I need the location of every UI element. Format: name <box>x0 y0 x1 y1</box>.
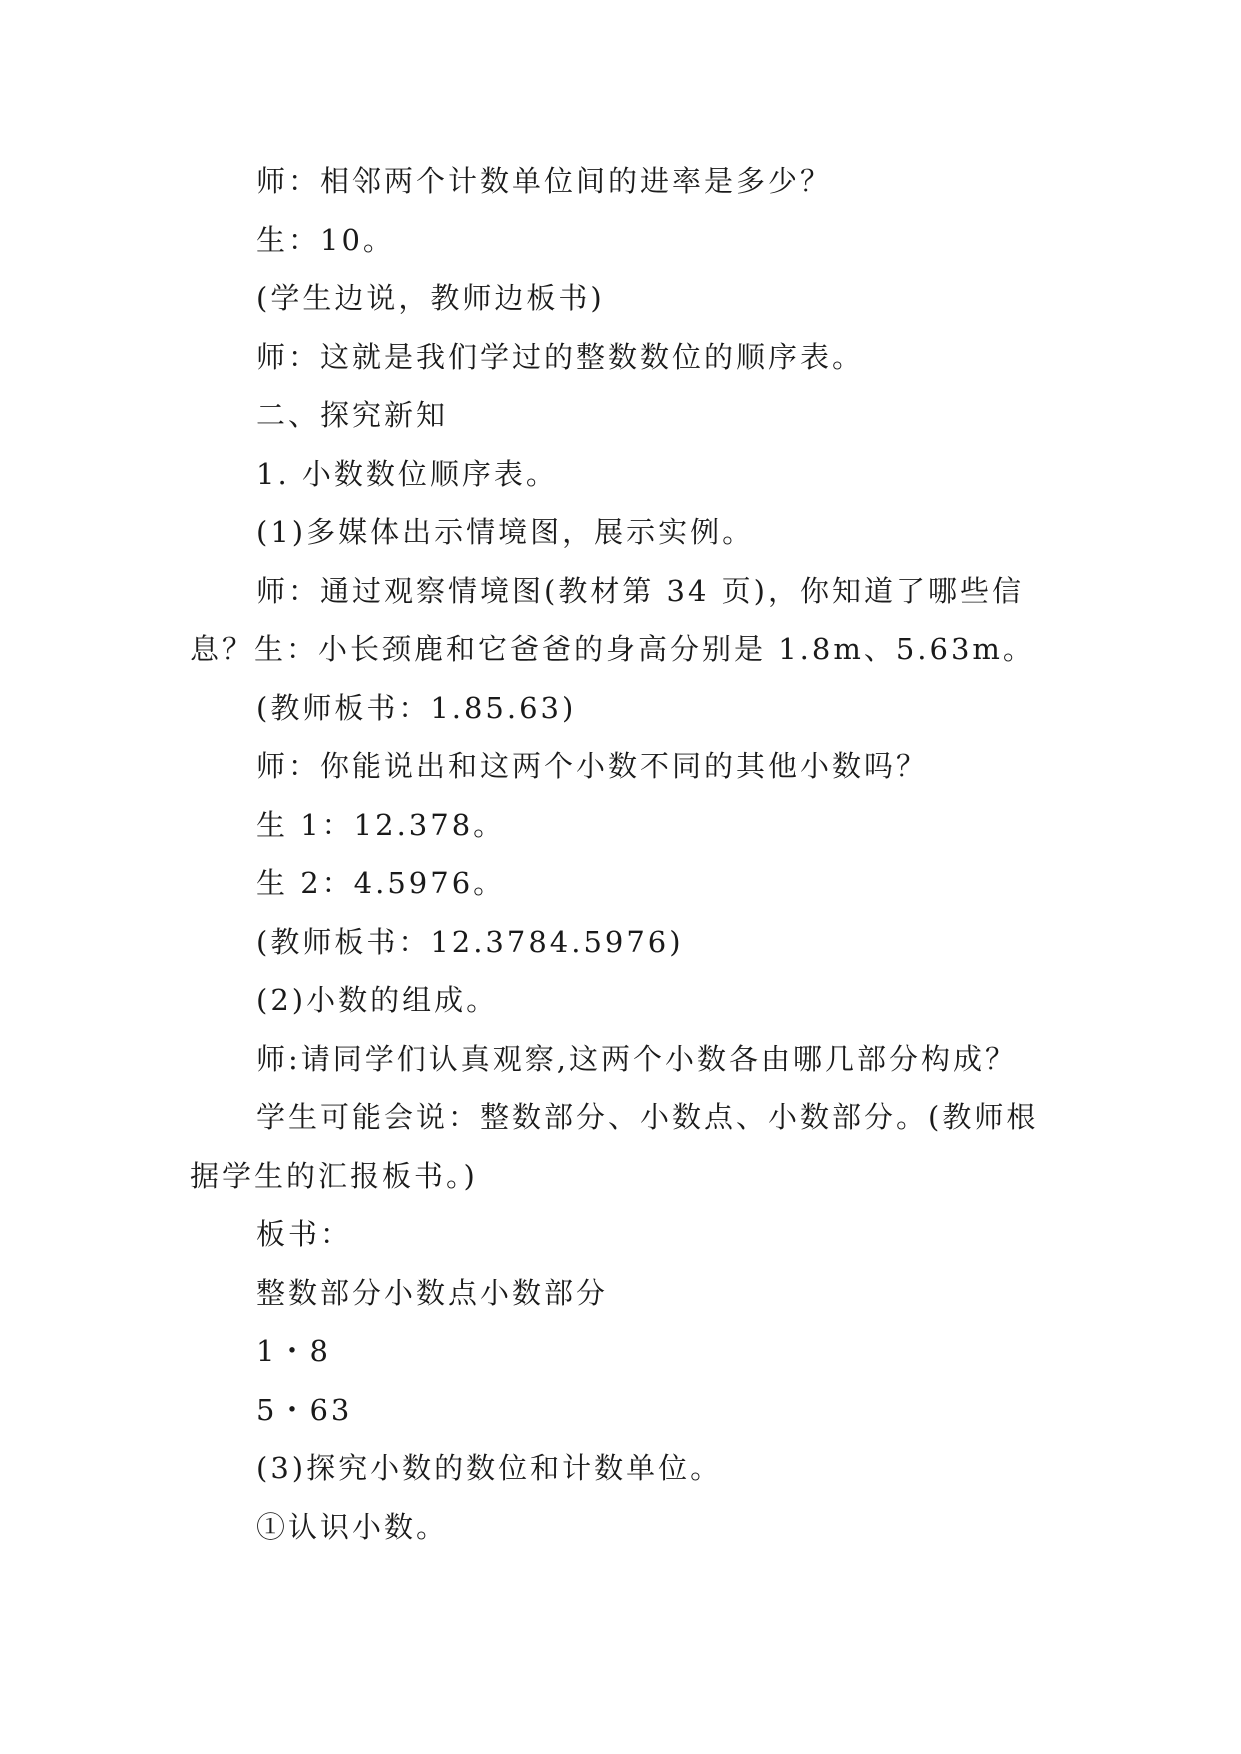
paragraph: 师：通过观察情境图(教材第 34 页)，你知道了哪些信息？生：小长颈鹿和它爸爸的身高分别是 1.8m、5.63m。 <box>190 573 1035 666</box>
paragraph: 生 1：12.378。 <box>256 807 506 842</box>
board-line: 5・63 <box>256 1392 353 1427</box>
paragraph: 师：相邻两个计数单位间的进率是多少？ <box>256 164 833 198</box>
section-heading: 二、探究新知 <box>256 398 449 432</box>
paragraph: 师：你能说出和这两个小数不同的其他小数吗？ <box>256 749 929 783</box>
paragraph: 学生可能会说：整数部分、小数点、小数部分。(教师根据学生的汇报板书。) <box>190 1100 1039 1193</box>
paragraph: (学生边说，教师边板书) <box>256 281 605 315</box>
document-body <box>190 152 1050 1556</box>
board-line: 1・8 <box>256 1334 331 1368</box>
paragraph: (教师板书：1.85.63) <box>256 690 577 725</box>
paragraph: 师:请同学们认真观察,这两个小数各由哪几部分构成？ <box>256 1041 1017 1076</box>
paragraph: (1)多媒体出示情境图，展示实例。 <box>256 515 755 549</box>
paragraph: (2)小数的组成。 <box>256 983 499 1017</box>
paragraph: 生：10。 <box>256 222 395 257</box>
paragraph: ①认识小数。 <box>256 1509 449 1544</box>
paragraph: (教师板书：12.3784.5976) <box>256 924 684 959</box>
subsection-heading: 1. 小数数位顺序表。 <box>256 456 558 491</box>
paragraph: 师：这就是我们学过的整数数位的顺序表。 <box>256 339 865 374</box>
paragraph: (3)探究小数的数位和计数单位。 <box>256 1451 723 1485</box>
paragraph: 板书： <box>256 1217 353 1251</box>
board-line: 整数部分小数点小数部分 <box>256 1275 609 1310</box>
paragraph: 生 2：4.5976。 <box>256 866 506 900</box>
